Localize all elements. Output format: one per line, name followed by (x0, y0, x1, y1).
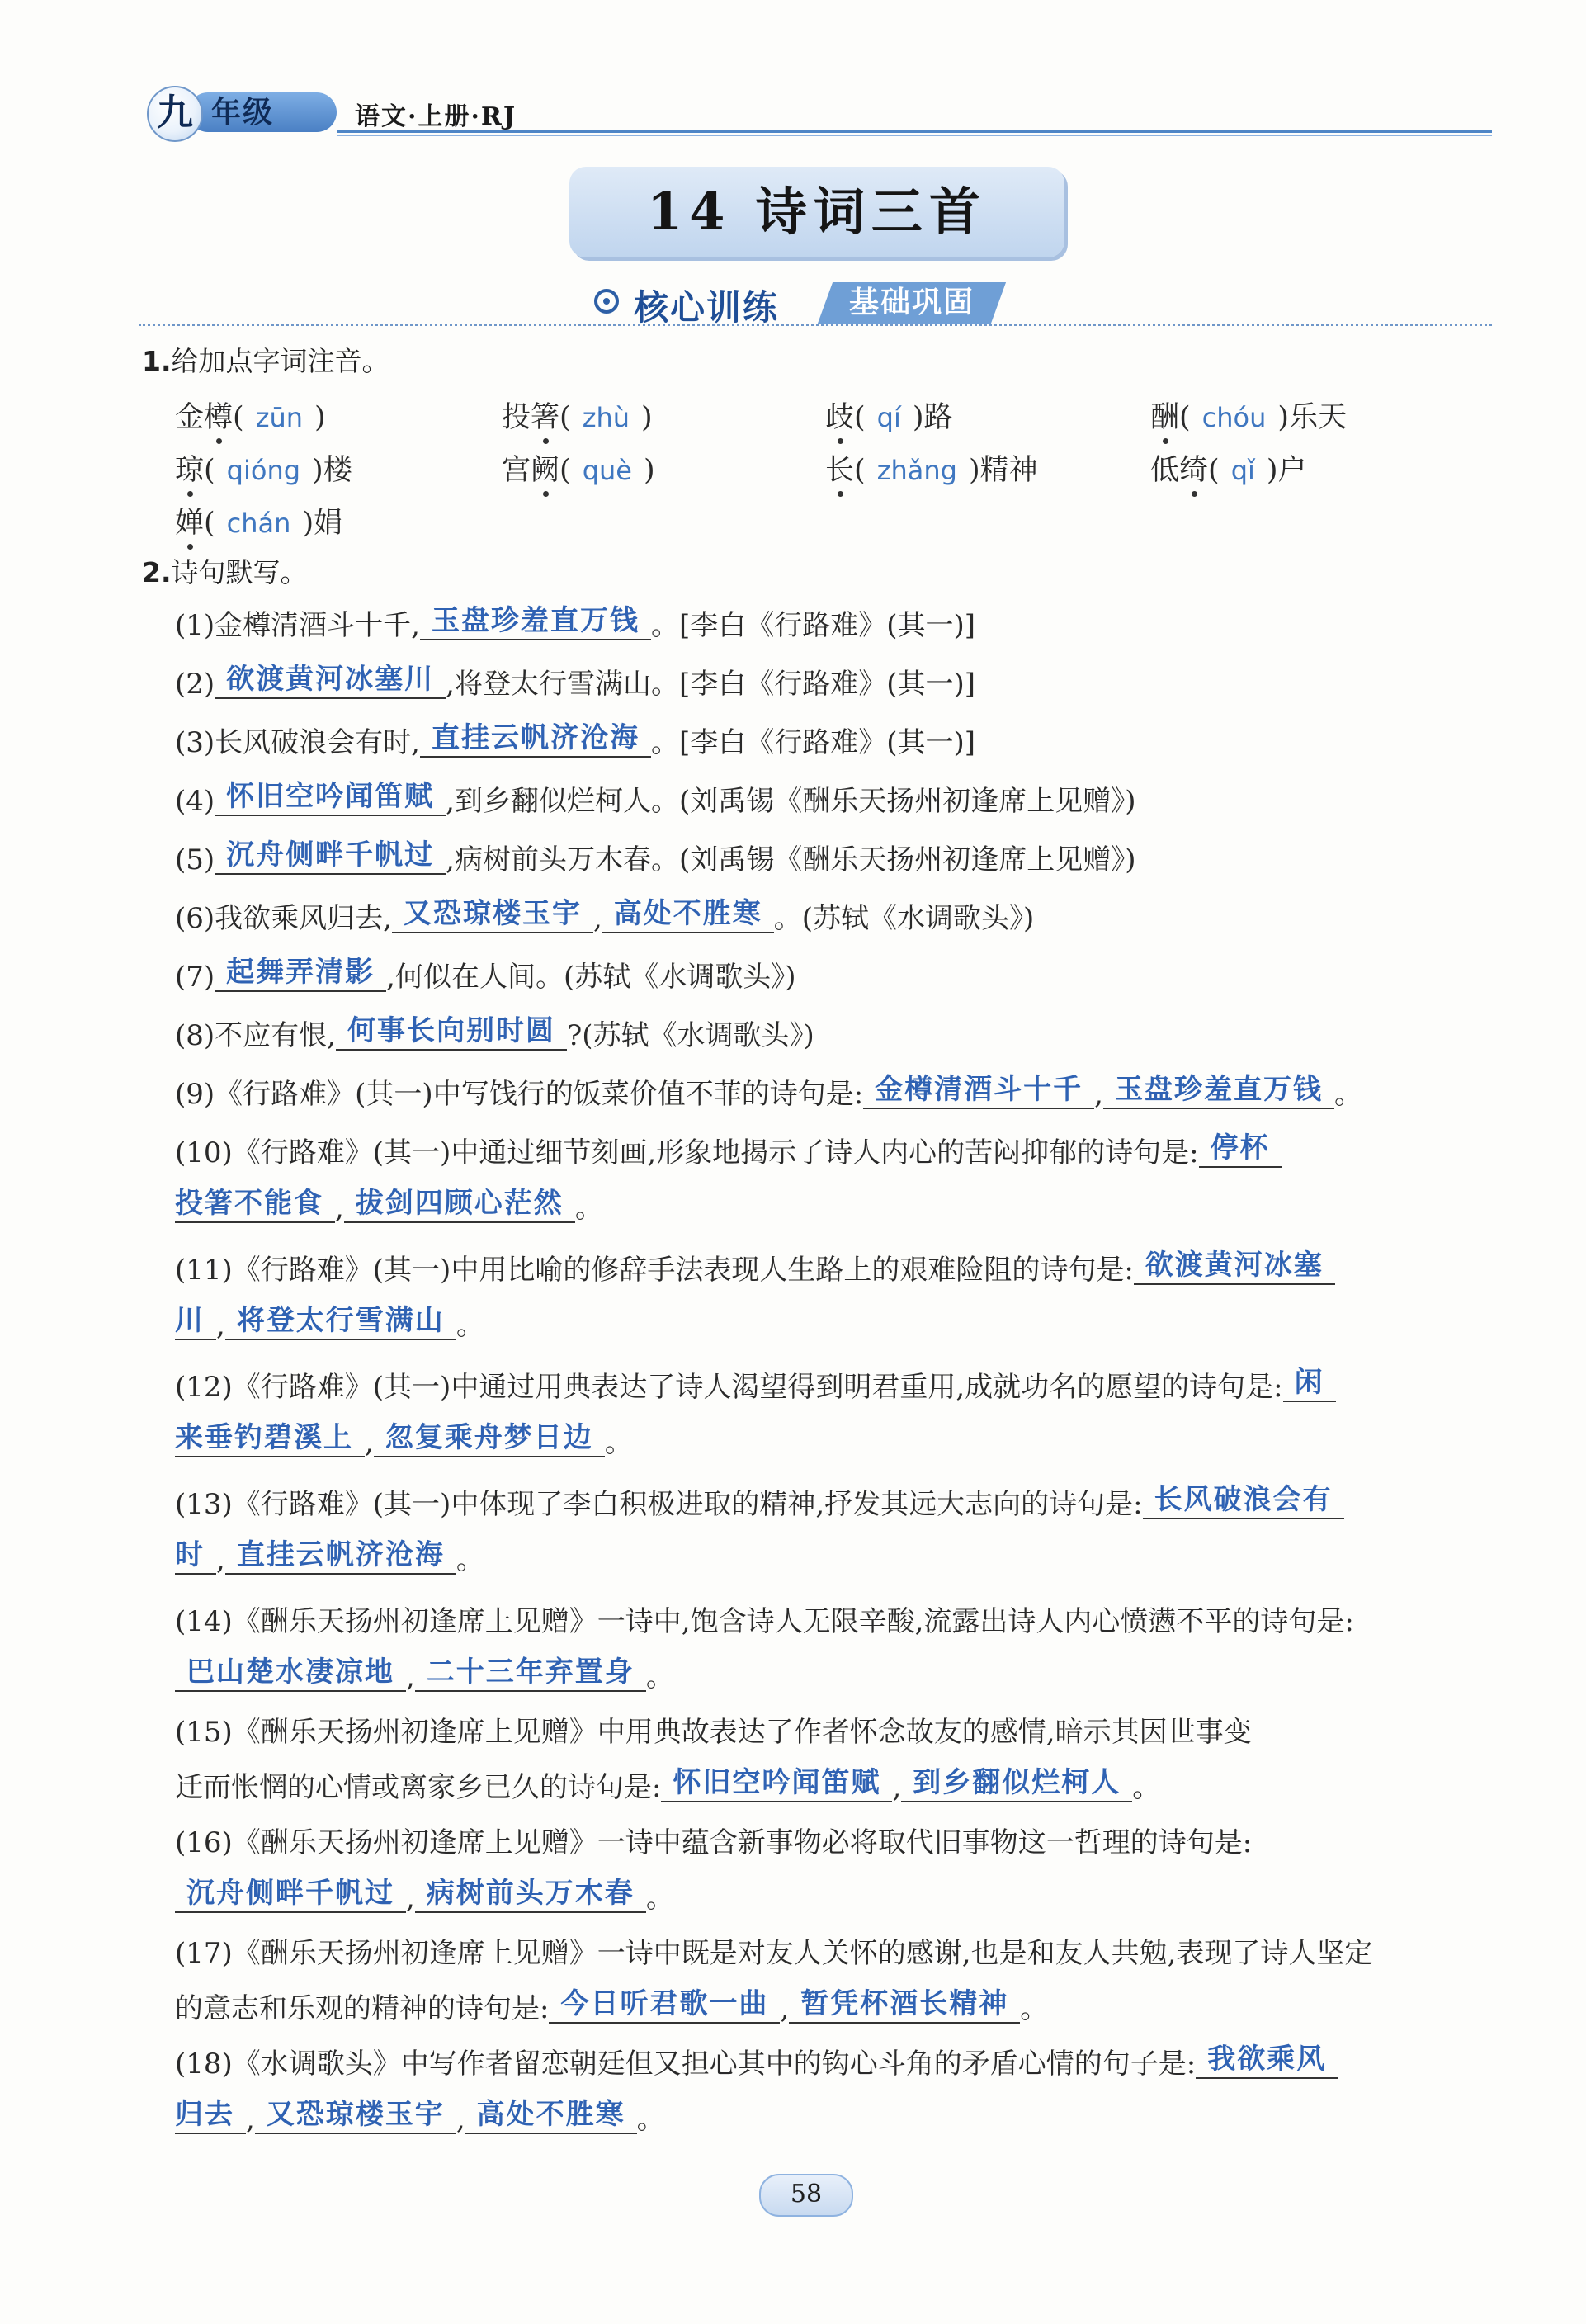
line-text: , (335, 1192, 344, 1225)
fill-line-17 (175, 1934, 1495, 1972)
paren: ) (1266, 454, 1278, 487)
line-text: 。[李白《行路难》(其一)] (650, 726, 976, 759)
answer-blank: 又恐琼楼玉宇 (255, 2096, 456, 2134)
target-icon (594, 289, 619, 314)
section-divider (139, 324, 1492, 326)
line-text: (6)我欲乘风归去, (175, 902, 392, 935)
answer-blank: 起舞弄清影 (215, 954, 386, 992)
fill-line-7 (175, 958, 1495, 997)
answer-blank: 何事长向别时圆 (336, 1013, 567, 1051)
line-text: 。 (574, 1192, 603, 1225)
line-text: (13)《行路难》(其一)中体现了李白积极进取的精神,抒发其远大志向的诗句是: (175, 1488, 1143, 1521)
line-text: , (892, 1771, 902, 1804)
answer-blank: 来垂钓碧溪上 (175, 1419, 365, 1457)
line-text: , (246, 2103, 255, 2136)
line-text: , (406, 1882, 415, 1915)
answer-blank: 闲 (1283, 1364, 1336, 1402)
dotted-char: 婵 (175, 500, 204, 541)
line-text: ,到乡翻似烂柯人。(刘禹锡《酬乐天扬州初逢席上见赠》) (446, 785, 1136, 818)
answer-blank: 时 (175, 1537, 216, 1575)
line-text: (7) (175, 961, 215, 994)
line-text: ,何似在人间。(苏轼《水调歌头》) (386, 961, 796, 994)
line-text: , (216, 1309, 225, 1342)
paren: ( (1179, 401, 1191, 434)
pinyin-item (825, 447, 1038, 489)
answer-blank: 长风破浪会有 (1143, 1481, 1344, 1519)
line-text: 。(苏轼《水调歌头》) (773, 902, 1035, 935)
pinyin-answer: chán (226, 508, 291, 539)
paren: ) (968, 454, 980, 487)
answer-blank: 沉舟侧畔千帆过 (215, 837, 446, 875)
answer-blank: 我欲乘风 (1196, 2041, 1338, 2079)
header-rule (337, 130, 1492, 133)
question-text: 诗句默写。 (171, 556, 308, 588)
char-text: 楼 (323, 454, 352, 487)
section-label-sub: 基础巩固 (848, 286, 975, 319)
answer-blank: 病树前头万木春 (415, 1875, 646, 1913)
section-label-main: 核心训练 (634, 287, 780, 328)
fill-line-14-cont (175, 1658, 1495, 1697)
pinyin-answer: qǐ (1230, 455, 1255, 486)
fill-line-18 (175, 2045, 1495, 2084)
fill-line-10 (175, 1131, 1495, 1173)
fill-line-13-cont (175, 1538, 1495, 1580)
line-text: 。[李白《行路难》(其一)] (650, 609, 976, 642)
question-number: 1. (142, 345, 172, 377)
pinyin-answer: què (582, 455, 632, 486)
paren: ) (302, 507, 314, 540)
fill-line-10-cont (175, 1189, 1495, 1228)
char-text: 金 (175, 401, 205, 434)
dotted-char: 长 (825, 447, 854, 489)
fill-line-15-cont (175, 1766, 1495, 1807)
line-text: (4) (175, 785, 215, 818)
answer-blank: 拔剑四顾心茫然 (344, 1185, 575, 1223)
char-text: 投 (502, 401, 531, 434)
fill-line-5 (175, 838, 1495, 880)
line-text: 。 (456, 1543, 484, 1576)
paren: ) (643, 454, 655, 487)
line-text: 。 (456, 1309, 484, 1342)
question-number: 2. (142, 556, 172, 588)
section-label-tag (818, 282, 1006, 324)
answer-blank: 怀旧空吟闻笛赋 (215, 778, 446, 816)
pinyin-answer: zhǎng (876, 455, 957, 486)
answer-blank: 怀旧空吟闻笛赋 (661, 1764, 892, 1802)
subject-label: 语文·上册·RJ (355, 102, 517, 131)
header-rule-thin (337, 135, 1492, 136)
pinyin-answer: qí (876, 402, 901, 433)
fill-line-16-cont (175, 1879, 1495, 1918)
paren: ( (559, 401, 571, 434)
dotted-char: 樽 (204, 394, 233, 436)
pinyin-item (175, 394, 326, 436)
pinyin-answer: chóu (1201, 402, 1267, 433)
line-text: (18)《水调歌头》中写作者留恋朝廷但又担心其中的钩心斗角的矛盾心情的句子是: (175, 2048, 1197, 2081)
line-text: ,将登太行雪满山。[李白《行路难》(其一)] (446, 668, 976, 701)
line-text: (12)《行路难》(其一)中通过用典表达了诗人渴望得到明君重用,成就功名的愿望的诗句是: (175, 1371, 1283, 1404)
char-text: 乐天 (1289, 401, 1348, 434)
answer-blank: 到乡翻似烂柯人 (901, 1764, 1132, 1802)
pinyin-item (175, 500, 342, 541)
line-text: , (365, 1426, 374, 1459)
answer-blank: 归去 (175, 2096, 246, 2134)
fill-line-9 (175, 1075, 1495, 1114)
fill-line-8 (175, 1014, 1495, 1056)
page-number: 58 (759, 2174, 853, 2217)
paren: ( (854, 454, 866, 487)
line-text: 。 (645, 1882, 674, 1915)
answer-blank: 二十三年弃置身 (415, 1654, 646, 1692)
line-text: (15)《酬乐天扬州初逢席上见赠》中用典故表达了作者怀念故友的感情,暗示其因世事变 (175, 1716, 1252, 1749)
line-text: 。 (636, 2103, 665, 2136)
lesson-title: 14 诗词三首 (647, 182, 987, 242)
pinyin-answer: zūn (255, 402, 304, 433)
answer-blank: 川 (175, 1302, 216, 1340)
line-text: (1)金樽清酒斗十千, (175, 609, 420, 642)
line-text: (17)《酬乐天扬州初逢席上见赠》一诗中既是对友人关怀的感谢,也是和友人共勉,表现了诗人坚定 (175, 1937, 1373, 1970)
fill-line-18-cont (175, 2100, 1495, 2139)
line-text: 。 (1132, 1771, 1161, 1804)
dotted-char: 阙 (531, 447, 559, 489)
grade-digit: 九 (147, 86, 203, 142)
answer-blank: 停杯 (1199, 1130, 1282, 1168)
dotted-char: 歧 (825, 394, 854, 436)
paren: ( (559, 454, 571, 487)
fill-line-2 (175, 665, 1495, 704)
char-text: 娟 (314, 507, 343, 540)
fill-line-17-cont (175, 1987, 1495, 2029)
answer-blank: 今日听君歌一曲 (549, 1986, 780, 2024)
paren: ) (314, 401, 326, 434)
answer-blank: 高处不胜寒 (465, 2096, 637, 2134)
paren: ) (641, 401, 653, 434)
line-text: , (1094, 1078, 1103, 1111)
line-text: (8)不应有恨, (175, 1019, 336, 1052)
question-text: 给加点字词注音。 (171, 345, 389, 377)
paren: ) (1277, 401, 1290, 434)
fill-line-4 (175, 782, 1495, 821)
answer-blank: 玉盘珍羞直万钱 (420, 602, 651, 640)
line-text: (3)长风破浪会有时, (175, 726, 420, 759)
line-text: (10)《行路难》(其一)中通过细节刻画,形象地揭示了诗人内心的苦闷抑郁的诗句是: (175, 1136, 1199, 1169)
answer-blank: 玉盘珍羞直万钱 (1103, 1071, 1334, 1109)
char-text: 宫 (502, 454, 531, 487)
answer-blank: 投箸不能食 (175, 1185, 335, 1223)
paren: ( (204, 507, 215, 540)
char-text: 户 (1277, 454, 1307, 487)
line-text: (16)《酬乐天扬州初逢席上见赠》一诗中蕴含新事物必将取代旧事物这一哲理的诗句是: (175, 1826, 1253, 1859)
fill-line-11 (175, 1251, 1495, 1290)
fill-line-11-cont (175, 1306, 1495, 1345)
answer-blank: 沉舟侧畔千帆过 (175, 1875, 406, 1913)
answer-blank: 直挂云帆济沧海 (225, 1537, 456, 1575)
page-header (139, 84, 1492, 142)
fill-line-6 (175, 897, 1495, 938)
line-text: 迁而怅惘的心情或离家乡已久的诗句是: (175, 1771, 662, 1804)
fill-line-13 (175, 1483, 1495, 1524)
dotted-char: 绮 (1179, 447, 1208, 489)
pinyin-item (1150, 447, 1307, 489)
lesson-title-box (569, 167, 1064, 257)
fill-line-3 (175, 721, 1495, 763)
pinyin-item (1150, 394, 1347, 436)
fill-line-12 (175, 1368, 1495, 1407)
line-text: 。 (1020, 1992, 1049, 2025)
pinyin-item (825, 394, 953, 436)
pinyin-item (502, 447, 655, 489)
answer-blank: 暂凭杯酒长精神 (789, 1986, 1020, 2024)
dotted-char: 酬 (1150, 394, 1179, 436)
char-text: 精神 (979, 454, 1038, 487)
answer-blank: 直挂云帆济沧海 (420, 720, 651, 758)
fill-line-16 (175, 1824, 1495, 1862)
paren: ( (854, 401, 866, 434)
line-text: (11)《行路难》(其一)中用比喻的修辞手法表现人生路上的艰难险阻的诗句是: (175, 1254, 1134, 1287)
line-text: 。 (645, 1660, 674, 1693)
line-text: , (780, 1992, 790, 2025)
fill-line-12-cont (175, 1421, 1495, 1462)
answer-blank: 又恐琼楼玉宇 (392, 895, 593, 933)
dotted-char: 琼 (175, 447, 204, 489)
line-text: (5) (175, 843, 215, 876)
line-text: , (456, 2103, 465, 2136)
line-text: , (592, 902, 602, 935)
paren: ( (204, 454, 215, 487)
fill-line-14 (175, 1603, 1495, 1641)
fill-line-15 (175, 1713, 1495, 1751)
question-1-prompt (142, 340, 389, 379)
pinyin-item (175, 447, 352, 489)
paren: ) (312, 454, 323, 487)
question-2-prompt (142, 551, 308, 590)
paren: ( (1208, 454, 1220, 487)
paren: ) (912, 401, 924, 434)
line-text: (9)《行路难》(其一)中写饯行的饭菜价值不菲的诗句是: (175, 1078, 864, 1111)
line-text: 的意志和乐观的精神的诗句是: (175, 1992, 550, 2025)
line-text: ?(苏轼《水调歌头》) (566, 1019, 814, 1052)
pinyin-item (502, 394, 653, 436)
pinyin-answer: zhù (582, 402, 630, 433)
answer-blank: 将登太行雪满山 (225, 1302, 456, 1340)
answer-blank: 巴山楚水凄凉地 (175, 1654, 406, 1692)
answer-blank: 欲渡黄河冰塞川 (215, 661, 446, 699)
paren: ( (233, 401, 244, 434)
answer-blank: 高处不胜寒 (602, 895, 774, 933)
char-text: 路 (923, 401, 953, 434)
line-text: (2) (175, 668, 215, 701)
section-band (578, 279, 1040, 328)
pinyin-answer: qióng (226, 455, 301, 486)
line-text: 。 (604, 1426, 633, 1459)
answer-blank: 忽复乘舟梦日边 (374, 1419, 605, 1457)
line-text: 。 (1333, 1078, 1362, 1111)
line-text: , (406, 1660, 415, 1693)
line-text: ,病树前头万木春。(刘禹锡《酬乐天扬州初逢席上见赠》) (446, 843, 1136, 876)
line-text: , (216, 1543, 225, 1576)
fill-line-1 (175, 604, 1495, 645)
answer-blank: 欲渡黄河冰塞 (1134, 1247, 1335, 1285)
line-text: (14)《酬乐天扬州初逢席上见赠》一诗中,饱含诗人无限辛酸,流露出诗人内心愤懑不平的诗句是: (175, 1605, 1354, 1638)
dotted-char: 箸 (531, 394, 559, 436)
answer-blank: 金樽清酒斗十千 (863, 1071, 1094, 1109)
grade-suffix: 年级 (188, 92, 337, 132)
char-text: 低 (1150, 454, 1180, 487)
